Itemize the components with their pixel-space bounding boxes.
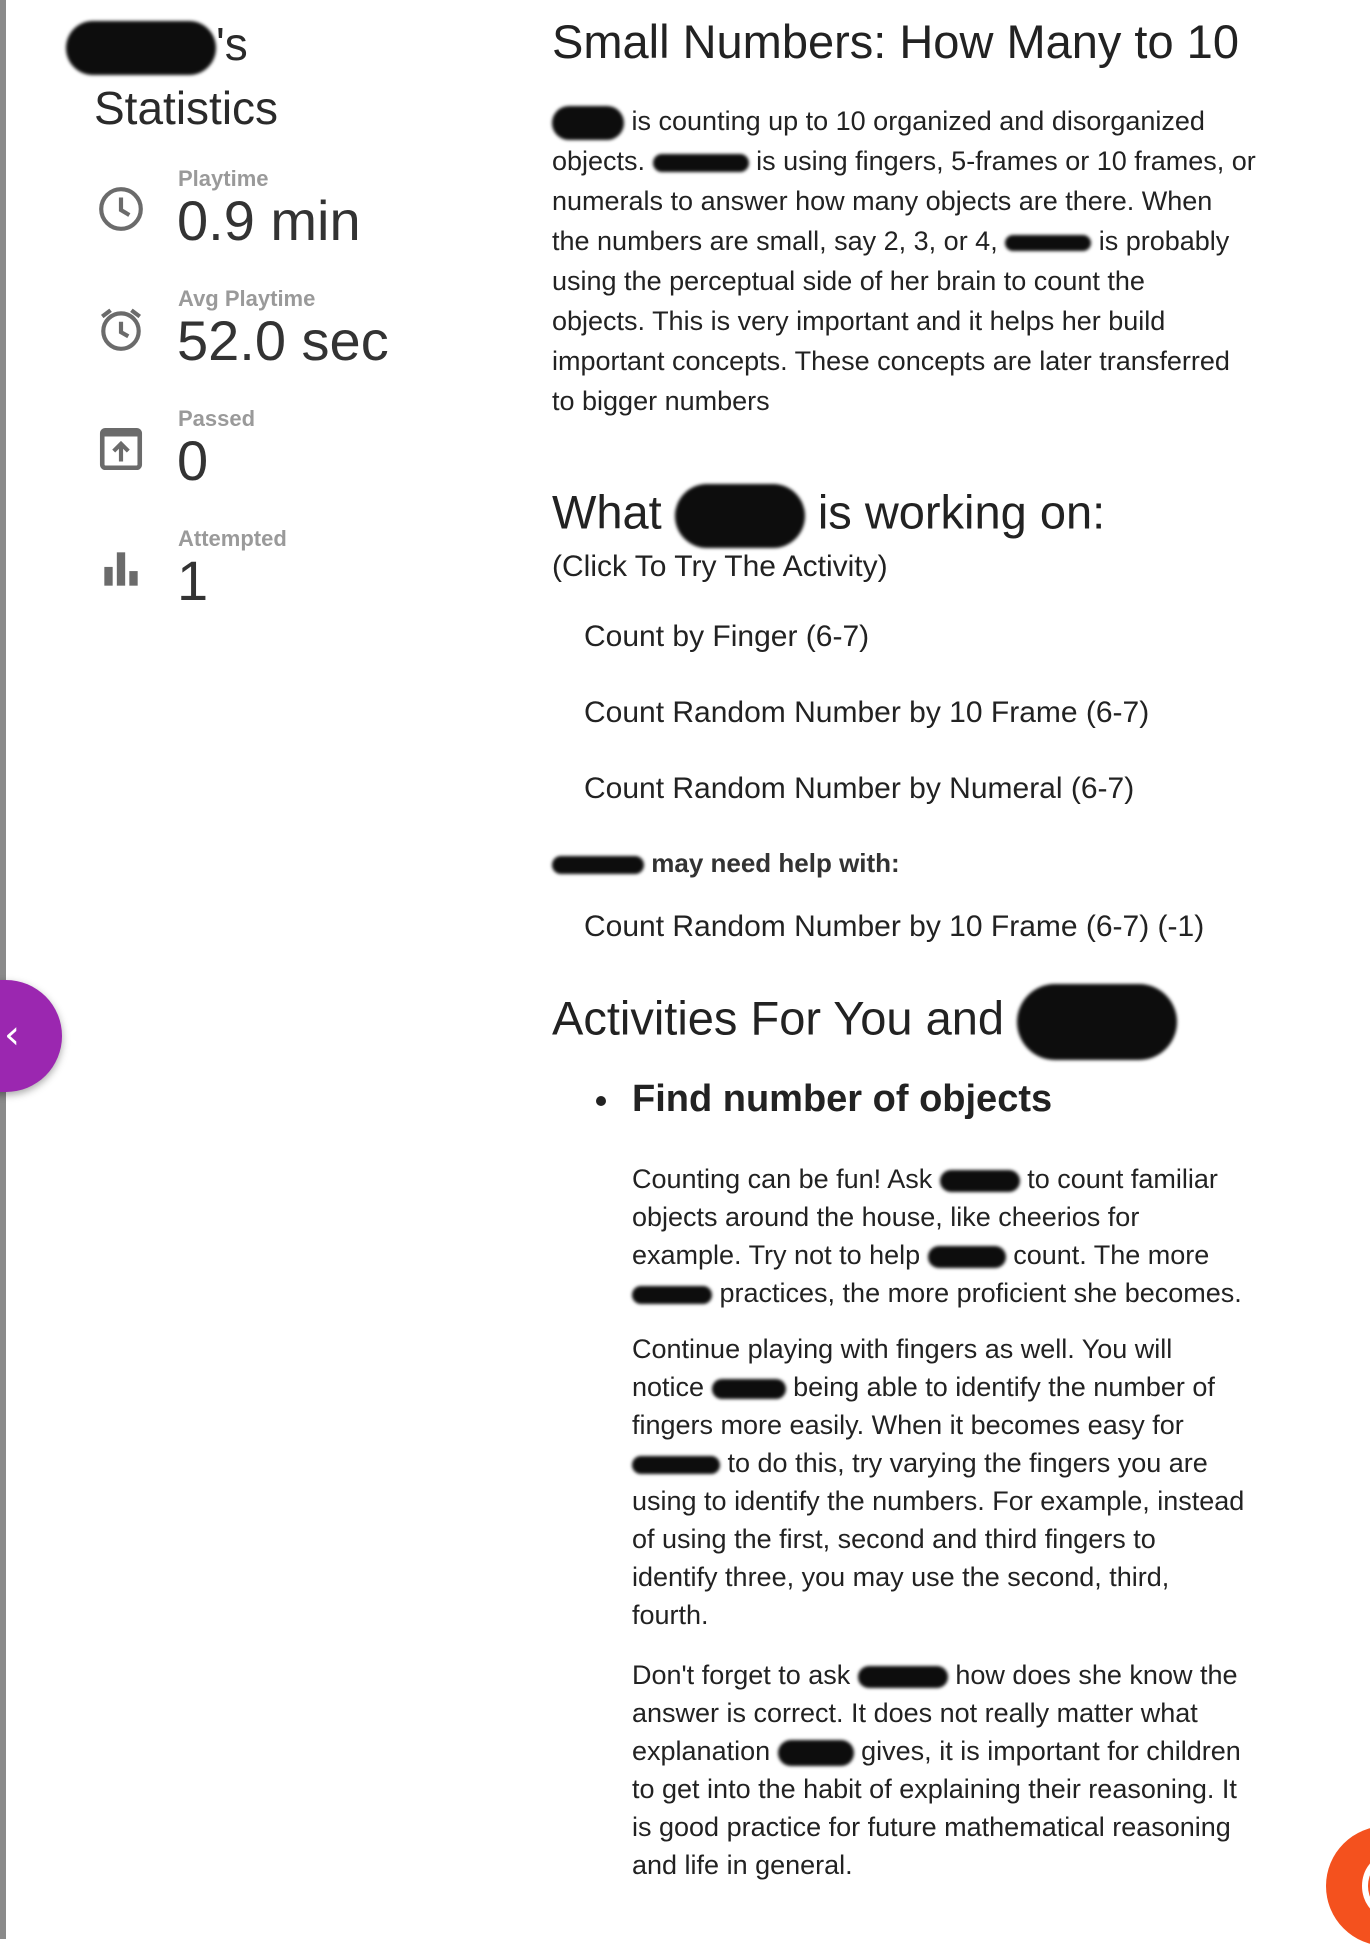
para-text: to count familiar bbox=[1027, 1164, 1218, 1194]
activity-count-10-frame[interactable]: Count Random Number by 10 Frame (6-7) bbox=[584, 696, 1150, 729]
redacted-name bbox=[653, 154, 749, 172]
redacted-name bbox=[552, 106, 624, 140]
help-heading bbox=[552, 848, 900, 879]
heading-text: is working on: bbox=[817, 485, 1106, 539]
stat-avg-playtime bbox=[96, 286, 496, 386]
stat-attempted bbox=[96, 526, 496, 626]
para-text: example. Try not to help bbox=[632, 1240, 921, 1270]
stat-playtime bbox=[96, 166, 496, 266]
chat-icon bbox=[1362, 1856, 1370, 1916]
para-text: notice bbox=[632, 1372, 705, 1402]
help-heading-text: may need help with: bbox=[651, 848, 900, 878]
intro-paragraph bbox=[552, 101, 1292, 421]
intro-text: using the perceptual side of her brain to count the bbox=[552, 266, 1145, 296]
heading-text: What bbox=[552, 485, 662, 539]
intro-text: numerals to answer how many objects are there. When bbox=[552, 186, 1213, 216]
chevron-left-icon: ‹ bbox=[4, 1012, 20, 1058]
stat-label: Passed bbox=[178, 406, 256, 431]
para-text: objects around the house, like cheerios for bbox=[632, 1202, 1140, 1232]
back-button[interactable] bbox=[0, 980, 62, 1092]
para-text: being able to identify the number of bbox=[793, 1372, 1215, 1402]
intro-text: the numbers are small, say 2, 3, or 4, bbox=[552, 226, 998, 256]
redacted-name bbox=[632, 1286, 712, 1304]
bullet-icon bbox=[596, 1096, 606, 1106]
intro-text: is using fingers, 5-frames or 10 frames, or bbox=[756, 146, 1256, 176]
redacted-name bbox=[632, 1456, 720, 1474]
para-text: gives, it is important for children bbox=[861, 1736, 1241, 1766]
redacted-name bbox=[778, 1740, 854, 1766]
redacted-name bbox=[552, 856, 644, 874]
para-text: Continue playing with fingers as well. You will bbox=[632, 1334, 1173, 1364]
para-text: Don't forget to ask bbox=[632, 1660, 851, 1690]
redacted-name bbox=[928, 1246, 1006, 1268]
para-text: fourth. bbox=[632, 1600, 709, 1630]
redacted-name bbox=[675, 484, 805, 548]
heading-text: Activities For You and bbox=[552, 991, 1004, 1045]
stat-passed bbox=[96, 406, 496, 506]
alarm-icon bbox=[96, 304, 146, 354]
para-text: and life in general. bbox=[632, 1850, 853, 1880]
help-item[interactable]: Count Random Number by 10 Frame (6-7) (-1) bbox=[584, 910, 1205, 943]
title-possessive: 's bbox=[216, 18, 248, 70]
paragraph-fingers bbox=[632, 1330, 1292, 1634]
redacted-name bbox=[1017, 984, 1177, 1060]
redacted-name bbox=[712, 1379, 786, 1399]
stat-value: 52.0 sec bbox=[177, 309, 389, 372]
para-text: answer is correct. It does not really matter what bbox=[632, 1698, 1198, 1728]
stat-value: 1 bbox=[177, 549, 209, 612]
intro-text: important concepts. These concepts are later transferred bbox=[552, 346, 1230, 376]
activity-count-by-finger[interactable]: Count by Finger (6-7) bbox=[584, 620, 870, 653]
para-text: practices, the more proficient she becomes. bbox=[719, 1278, 1242, 1308]
activity-count-numeral[interactable]: Count Random Number by Numeral (6-7) bbox=[584, 772, 1135, 805]
para-text: using to identify the numbers. For example, instead bbox=[632, 1486, 1245, 1516]
statistics-title bbox=[94, 12, 454, 140]
activities-for-you-heading bbox=[552, 984, 1177, 1060]
intro-text: is probably bbox=[1098, 226, 1230, 256]
stat-label: Attempted bbox=[178, 526, 287, 551]
intro-text: is counting up to 10 organized and disorganized bbox=[631, 106, 1205, 136]
redacted-name bbox=[858, 1666, 948, 1688]
redacted-name bbox=[66, 21, 216, 75]
para-text: Counting can be fun! Ask bbox=[632, 1164, 933, 1194]
para-text: count. The more bbox=[1013, 1240, 1210, 1270]
upload-box-icon bbox=[96, 424, 146, 474]
chat-button[interactable] bbox=[1326, 1826, 1370, 1946]
para-text: fingers more easily. When it becomes easy for bbox=[632, 1410, 1184, 1440]
para-text: to get into the habit of explaining their reasoning. It bbox=[632, 1774, 1237, 1804]
working-on-heading bbox=[552, 484, 1105, 548]
clock-icon bbox=[96, 184, 146, 234]
left-edge-bar bbox=[0, 0, 6, 1939]
stat-value: 0 bbox=[177, 429, 209, 492]
paragraph-ask bbox=[632, 1656, 1292, 1884]
paragraph-counting bbox=[632, 1160, 1292, 1312]
para-text: explanation bbox=[632, 1736, 771, 1766]
para-text: is good practice for future mathematical reasoning bbox=[632, 1812, 1231, 1842]
intro-text: objects. This is very important and it helps her build bbox=[552, 306, 1166, 336]
stat-value: 0.9 min bbox=[177, 189, 361, 252]
bullet-title: Find number of objects bbox=[632, 1078, 1053, 1120]
redacted-name bbox=[1005, 235, 1091, 251]
para-text: to do this, try varying the fingers you are bbox=[727, 1448, 1208, 1478]
stat-label: Avg Playtime bbox=[178, 286, 316, 311]
title-statistics: Statistics bbox=[94, 82, 279, 134]
intro-text: to bigger numbers bbox=[552, 386, 770, 416]
stat-label: Playtime bbox=[178, 166, 269, 191]
para-text: how does she know the bbox=[955, 1660, 1238, 1690]
para-text: identify three, you may use the second, third, bbox=[632, 1562, 1170, 1592]
bar-chart-icon bbox=[96, 544, 146, 594]
page-title: Small Numbers: How Many to 10 bbox=[552, 15, 1239, 68]
intro-text: objects. bbox=[552, 146, 646, 176]
click-hint: (Click To Try The Activity) bbox=[552, 550, 888, 583]
redacted-name bbox=[940, 1170, 1020, 1192]
para-text: of using the first, second and third fingers to bbox=[632, 1524, 1156, 1554]
